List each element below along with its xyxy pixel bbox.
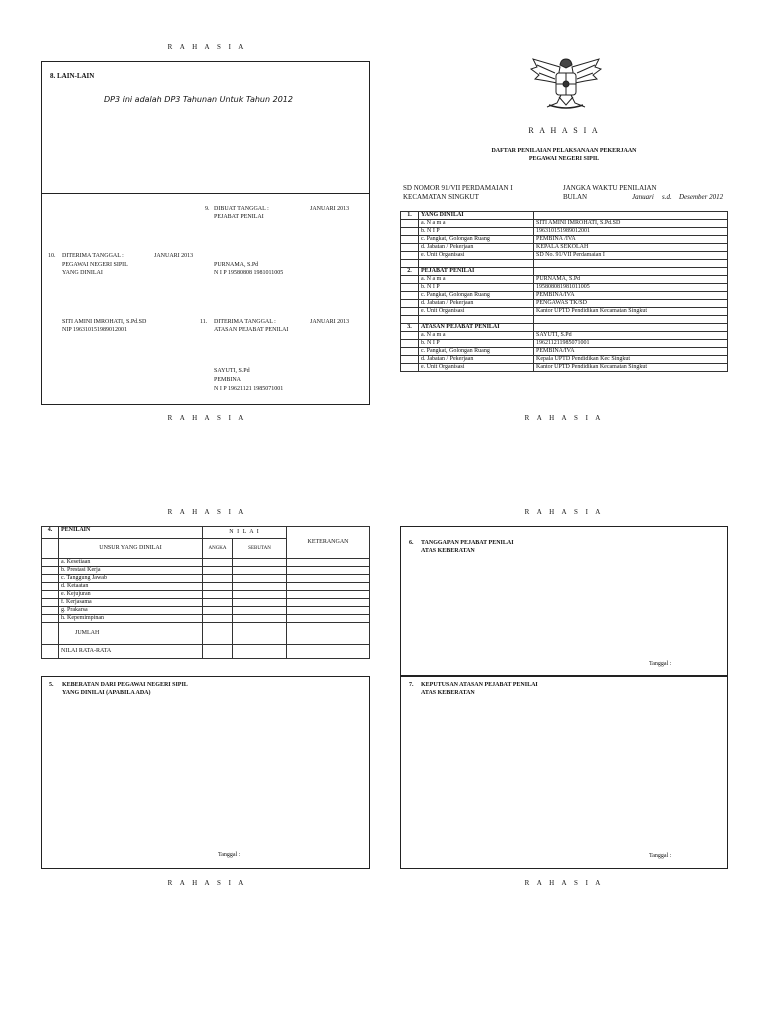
table-row <box>42 607 370 615</box>
table-row <box>401 236 728 244</box>
table-row <box>42 599 370 607</box>
period-unit: BULAN <box>563 193 588 201</box>
section-5-line-2: YANG DINILAI (APABILA ADA) <box>62 690 151 696</box>
section-6-line-2: ATAS KEBERATAN <box>421 548 475 554</box>
table-row <box>401 292 728 300</box>
identity-section-num: 3. <box>401 324 419 332</box>
s9-label: DIBUAT TANGGAL : <box>214 206 269 212</box>
section-6-line-1: TANGGAPAN PEJABAT PENILAI <box>421 540 514 546</box>
table-row <box>401 252 728 260</box>
rahasia-footer-q3: R A H A S I A <box>167 879 247 887</box>
identity-field-value: Kantor UPTD Pendidikan Kecamatan Singkut <box>534 308 728 316</box>
nilai-heading: N I L A I <box>203 527 287 539</box>
identity-field-value: KEPALA SEKOLAH <box>534 244 728 252</box>
identity-field-label: d. Jabatan / Pekerjaan <box>419 300 534 308</box>
identity-section-num: 1. <box>401 212 419 220</box>
identity-field-value: SD No. 91/VII Perdamaian I <box>534 252 728 260</box>
s10-role1: PEGAWAI NEGERI SIPIL <box>62 262 128 268</box>
table-row <box>401 300 728 308</box>
identity-field-label: c. Pangkat, Golongan Ruang <box>419 236 534 244</box>
angka-heading: ANGKA <box>203 539 233 559</box>
s10-date: JANUARI 2013 <box>154 253 194 259</box>
form-subtitle-2: PEGAWAI NEGERI SIPIL <box>528 156 600 162</box>
table-row <box>42 575 370 583</box>
identity-field-value: Kantor UPTD Pendidikan Kecamatan Singkut <box>534 364 728 372</box>
identity-field-label: d. Jabatan / Pekerjaan <box>419 244 534 252</box>
pejabat-nip: N I P 19580808 1981011005 <box>214 270 284 276</box>
unsur-item: c. Tanggung Jawab <box>59 575 203 583</box>
table-row <box>42 591 370 599</box>
s11-role: ATASAN PEJABAT PENILAI <box>214 327 289 333</box>
unsur-item: f. Kerjasama <box>59 599 203 607</box>
table-row <box>42 615 370 623</box>
table-row <box>401 364 728 372</box>
table-row <box>401 356 728 364</box>
rata-label: NILAI RATA-RATA <box>59 645 203 659</box>
section-5-num: 5. <box>49 682 54 688</box>
identity-field-value: Kepala UPTD Pendidikan Kec Singkut <box>534 356 728 364</box>
sd-line-1: SD NOMOR 91/VII PERDAMAIAN I <box>403 184 513 192</box>
identity-field-value: PEMBINA/IVA <box>534 292 728 300</box>
unsur-item: b. Prestasi Kerja <box>59 567 203 575</box>
pegawai-name: SITI AMINI IMROHATI, S.Pd.SD <box>62 319 147 325</box>
identity-table <box>400 211 728 372</box>
rahasia-footer-q1: R A H A S I A <box>167 414 247 422</box>
identity-field-value: 195808081981011005 <box>534 284 728 292</box>
dp3-note: DP3 ini adalah DP3 Tahunan Untuk Tahun 2012 <box>104 95 293 104</box>
pegawai-nip: NIP 196310151989012001 <box>62 327 127 333</box>
identity-field-label: c. Pangkat, Golongan Ruang <box>419 292 534 300</box>
unsur-item: e. Kejujuran <box>59 591 203 599</box>
identity-field-value: 196211211985071001 <box>534 340 728 348</box>
identity-field-label: a. N a m a <box>419 332 534 340</box>
unsur-item: a. Kesetiaan <box>59 559 203 567</box>
unsur-heading: UNSUR YANG DINILAI <box>59 539 203 559</box>
keterangan-heading: KETERANGAN <box>287 527 370 559</box>
identity-field-label: e. Unit Organisasi <box>419 364 534 372</box>
table-row <box>401 308 728 316</box>
identity-field-label: b. N I P <box>419 340 534 348</box>
s9-role: PEJABAT PENILAI <box>214 214 264 220</box>
identity-field-label: b. N I P <box>419 284 534 292</box>
atasan-name: SAYUTI, S.Pd <box>214 368 250 374</box>
tanggal-7: Tanggal : <box>649 853 672 859</box>
table-row <box>401 220 728 228</box>
atasan-nip: N I P 19621121 1985071001 <box>214 386 284 392</box>
rahasia-header-q4: R A H A S I A <box>524 508 604 516</box>
table-row <box>42 583 370 591</box>
garuda-emblem-icon <box>527 53 605 115</box>
identity-field-value: PURNAMA, S.Pd <box>534 276 728 284</box>
table-row <box>401 244 728 252</box>
form-subtitle-1: DAFTAR PENILAIAN PELAKSANAAN PEKERJAAN <box>491 148 637 154</box>
section-4-num: 4. <box>42 527 59 539</box>
period-from: Januari <box>632 193 654 201</box>
s10-label: DITERIMA TANGGAL : <box>62 253 124 259</box>
identity-section-num: 2. <box>401 268 419 276</box>
identity-field-value: SAYUTI, S.Pd <box>534 332 728 340</box>
table-row <box>401 332 728 340</box>
table-row <box>42 559 370 567</box>
tanggapan-box <box>400 526 728 676</box>
identity-field-label: d. Jabatan / Pekerjaan <box>419 356 534 364</box>
identity-section-title: ATASAN PEJABAT PENILAI <box>419 324 534 332</box>
period-sd: s.d. <box>662 193 672 201</box>
sd-line-2: KECAMATAN SINGKUT <box>403 193 479 201</box>
table-row <box>401 228 728 236</box>
form-title: R A H A S I A <box>528 126 600 135</box>
sebutan-heading: SEBUTAN <box>233 539 287 559</box>
s9-date: JANUARI 2013 <box>310 206 350 212</box>
rahasia-header-q1: R A H A S I A <box>167 43 247 51</box>
atasan-rank: PEMBINA <box>214 377 242 383</box>
rahasia-footer-q4: R A H A S I A <box>524 879 604 887</box>
keberatan-box <box>41 676 370 869</box>
identity-field-label: e. Unit Organisasi <box>419 308 534 316</box>
table-row <box>401 284 728 292</box>
rahasia-header-q3: R A H A S I A <box>167 508 247 516</box>
identity-field-value: PENGAWAS TK/SD <box>534 300 728 308</box>
table-row <box>42 567 370 575</box>
identity-field-value: 196310151989012001 <box>534 228 728 236</box>
identity-field-label: a. N a m a <box>419 220 534 228</box>
s11-label: DITERIMA TANGGAL : <box>214 319 276 325</box>
table-row <box>401 340 728 348</box>
table-row <box>401 276 728 284</box>
pejabat-name: PURNAMA, S.Pd <box>214 262 259 268</box>
tanggal-5: Tanggal : <box>218 852 241 858</box>
s10-role2: YANG DINILAI <box>62 270 103 276</box>
unsur-item: d. Ketaatan <box>59 583 203 591</box>
identity-section-title: PEJABAT PENILAI <box>419 268 534 276</box>
divider <box>41 193 370 194</box>
penilaian-table <box>41 526 370 659</box>
identity-field-label: b. N I P <box>419 228 534 236</box>
keputusan-box <box>400 676 728 869</box>
rahasia-footer-q2: R A H A S I A <box>524 414 604 422</box>
table-row <box>401 348 728 356</box>
identity-field-value: SITI AMINI IMROHATI, S.Pd.SD <box>534 220 728 228</box>
penilaian-heading: PENILAIN <box>59 527 203 539</box>
section-5-line-1: KEBERATAN DARI PEGAWAI NEGERI SIPIL <box>62 682 188 688</box>
identity-field-value: PEMBINA /IVA <box>534 236 728 244</box>
s11-num: 11. <box>200 319 208 325</box>
unsur-item: h. Kepemimpinan <box>59 615 203 623</box>
section-7-line-1: KEPUTUSAN ATASAN PEJABAT PENILAI <box>421 682 538 688</box>
lain-lain-box <box>41 61 370 405</box>
s9-num: 9. <box>205 206 210 212</box>
period-label: JANGKA WAKTU PENILAIAN <box>563 184 657 192</box>
identity-section-title: YANG DINILAI <box>419 212 534 220</box>
identity-field-label: a. N a m a <box>419 276 534 284</box>
identity-field-label: e. Unit Organisasi <box>419 252 534 260</box>
section-6-num: 6. <box>409 540 414 546</box>
identity-field-label: c. Pangkat, Golongan Ruang <box>419 348 534 356</box>
jumlah-label: JUMLAH <box>59 623 203 645</box>
section-7-num: 7. <box>409 682 414 688</box>
period-to: Desember 2012 <box>679 193 724 201</box>
section-7-line-2: ATAS KEBERATAN <box>421 690 475 696</box>
identity-field-value: PEMBINA/IVA <box>534 348 728 356</box>
tanggal-6: Tanggal : <box>649 661 672 667</box>
unsur-item: g. Prakarsa <box>59 607 203 615</box>
section-8-heading: 8. LAIN-LAIN <box>50 72 95 80</box>
s10-num: 10. <box>48 253 56 259</box>
s11-date: JANUARI 2013 <box>310 319 350 325</box>
